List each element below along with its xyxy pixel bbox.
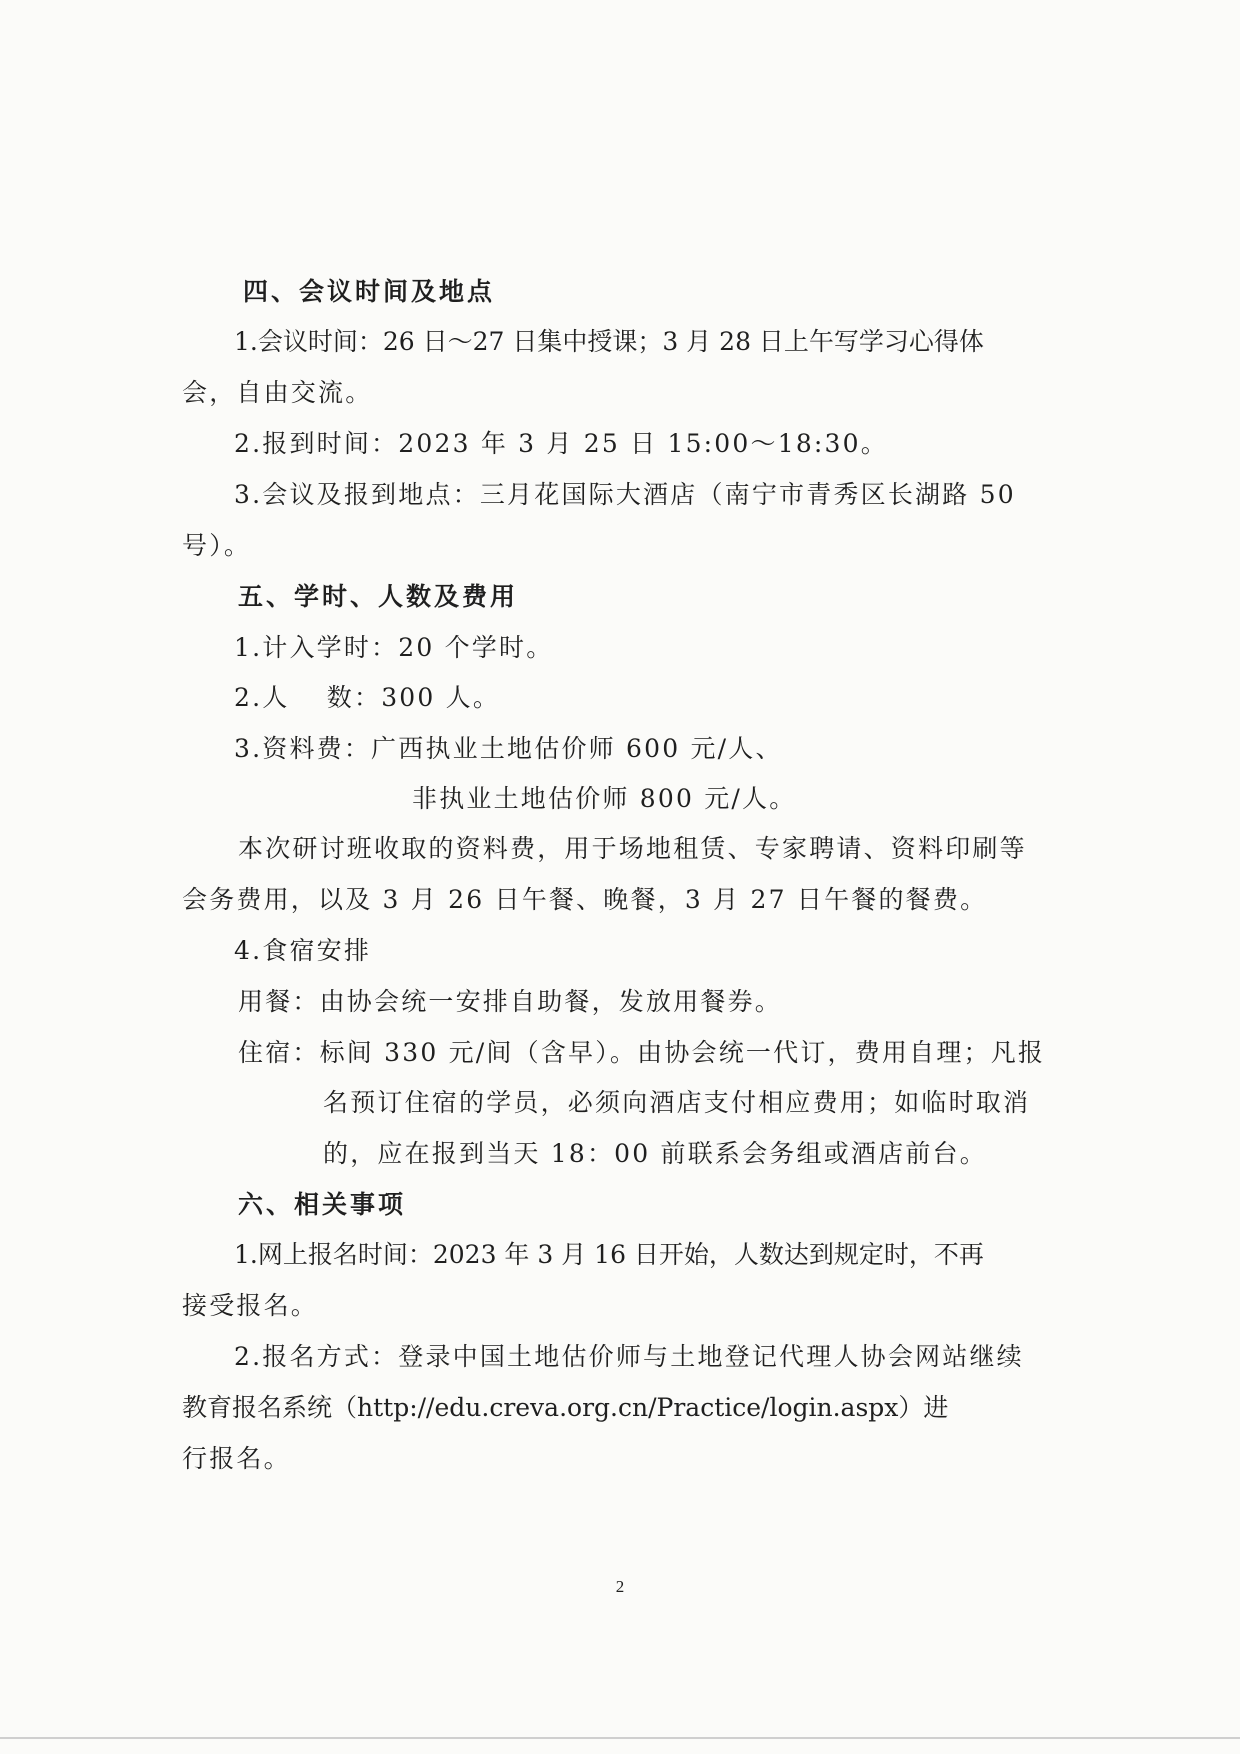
section-six-item2-line2: 教育报名系统（http://edu.creva.org.cn/Practice/login.aspx）进 <box>182 1393 949 1422</box>
section-six-item1-line1: 1.网上报名时间：2023 年 3 月 16 日开始，人数达到规定时，不再 <box>234 1240 984 1269</box>
page-number: 2 <box>615 1577 625 1596</box>
scan-edge-divider <box>0 1737 1240 1739</box>
section-four-item1-line1: 1.会议时间：26 日～27 日集中授课；3 月 28 日上午写学习心得体 <box>234 327 984 356</box>
section-four-item2: 2.报到时间：2023 年 3 月 25 日 15:00～18:30。 <box>234 429 888 458</box>
section-five-item1: 1.计入学时：20 个学时。 <box>234 633 554 662</box>
section-five-lodging-line3: 的，应在报到当天 18：00 前联系会务组或酒店前台。 <box>323 1139 987 1168</box>
section-four-item1-line2: 会，自由交流。 <box>182 378 373 407</box>
section-five-heading: 五、学时、人数及费用 <box>238 582 519 611</box>
section-five-lodging-line2: 名预订住宿的学员，必须向酒店支付相应费用；如临时取消 <box>323 1088 1031 1117</box>
section-five-meal: 用餐：由协会统一安排自助餐，发放用餐券。 <box>238 987 783 1016</box>
section-five-lodging-line1: 住宿：标间 330 元/间（含早）。由协会统一代订，费用自理；凡报 <box>238 1038 1046 1067</box>
section-five-item3-line1: 3.资料费：广西执业土地估价师 600 元/人、 <box>234 734 783 763</box>
section-four-item3-line1: 3.会议及报到地点：三月花国际大酒店（南宁市青秀区长湖路 50 <box>234 480 1016 509</box>
section-six-item2-line1: 2.报名方式：登录中国土地估价师与土地登记代理人协会网站继续 <box>234 1342 1024 1371</box>
section-five-item4: 4.食宿安排 <box>234 936 372 965</box>
section-six-heading: 六、相关事项 <box>238 1190 407 1219</box>
section-four-item3-line2: 号）。 <box>182 531 252 560</box>
section-five-item2: 2.人 数：300 人。 <box>234 683 501 712</box>
section-five-note-line1: 本次研讨班收取的资料费，用于场地租赁、专家聘请、资料印刷等 <box>238 834 1027 863</box>
section-five-note-line2: 会务费用，以及 3 月 26 日午餐、晚餐，3 月 27 日午餐的餐费。 <box>182 885 988 914</box>
section-four-heading: 四、会议时间及地点 <box>243 277 496 306</box>
section-five-item3-line2: 非执业土地估价师 800 元/人。 <box>412 784 797 813</box>
section-six-item2-line3: 行报名。 <box>182 1444 291 1473</box>
section-six-item1-line2: 接受报名。 <box>182 1291 319 1320</box>
